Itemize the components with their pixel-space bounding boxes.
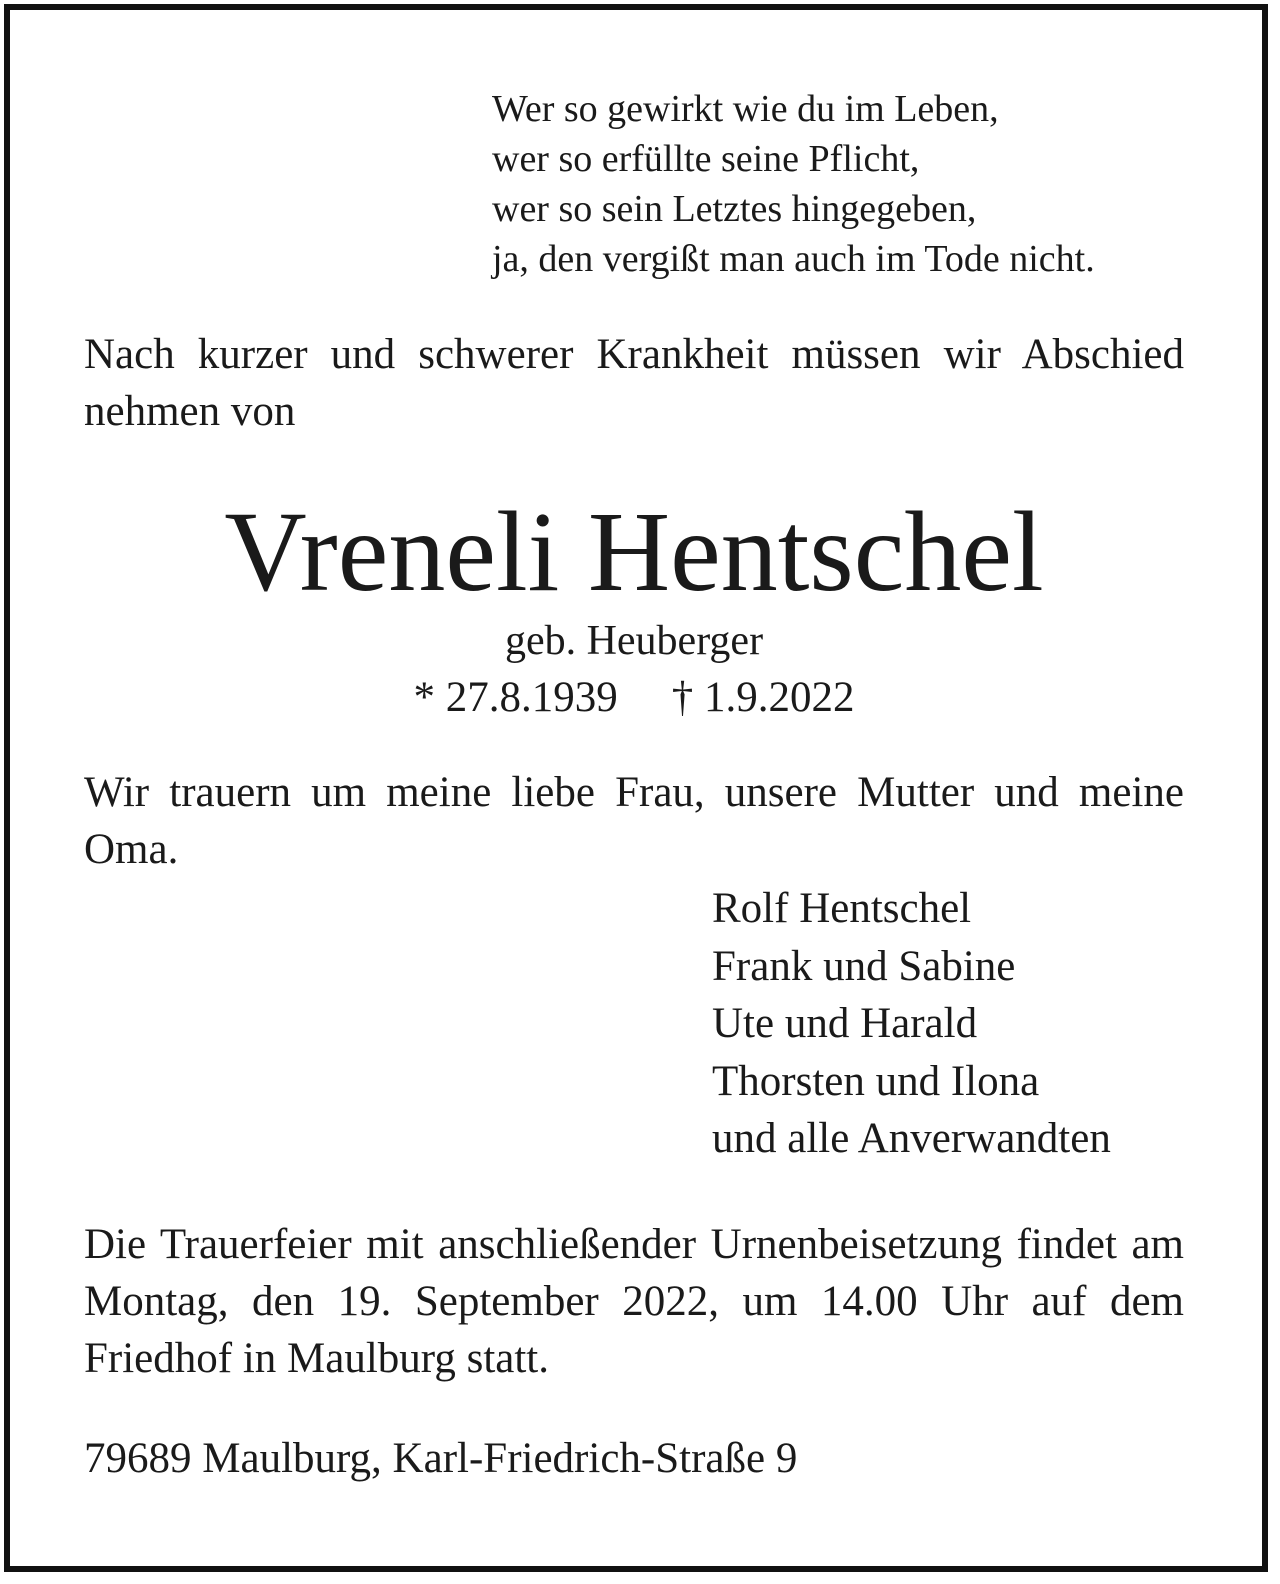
death-date: † 1.9.2022 (671, 674, 855, 721)
family-member: Frank und Sabine (712, 942, 1016, 990)
birth-name: geb. Heuberger (504, 618, 764, 664)
intro-text: Nach kurzer und schwerer Krankheit müssen wir Abschied nehmen von (84, 331, 1184, 435)
address: 79689 Maulburg, Karl-Friedrich-Straße 9 (84, 1435, 798, 1482)
poem-line: Wer so gewirkt wie du im Leben, (492, 88, 999, 130)
poem-line: ja, den vergißt man auch im Tode nicht. (492, 238, 1095, 280)
poem-line: wer so sein Letztes hingegeben, (492, 188, 977, 230)
life-dates (0, 670, 1268, 726)
family-member: Thorsten und Ilona (712, 1057, 1040, 1105)
birth-date: * 27.8.1939 (413, 674, 618, 721)
poem-line: wer so erfüllte seine Pflicht, (492, 138, 920, 180)
family-signatures (712, 880, 1111, 1168)
mourning-text: Wir trauern um meine liebe Frau, unsere Mutter und meine Oma. (84, 769, 1184, 873)
memorial-poem (492, 84, 1095, 284)
funeral-text: Die Trauerfeier mit anschließender Urnenbeisetzung findet am Montag, den 19. September 2022, um 14.00 Uhr auf dem Friedhof in Maulburg statt. (84, 1221, 1184, 1382)
family-member: Ute und Harald (712, 1000, 978, 1047)
family-member: Rolf Hentschel (712, 885, 972, 932)
family-member: und alle Anverwandten (712, 1115, 1111, 1162)
deceased-name: Vreneli Hentschel (224, 488, 1044, 615)
